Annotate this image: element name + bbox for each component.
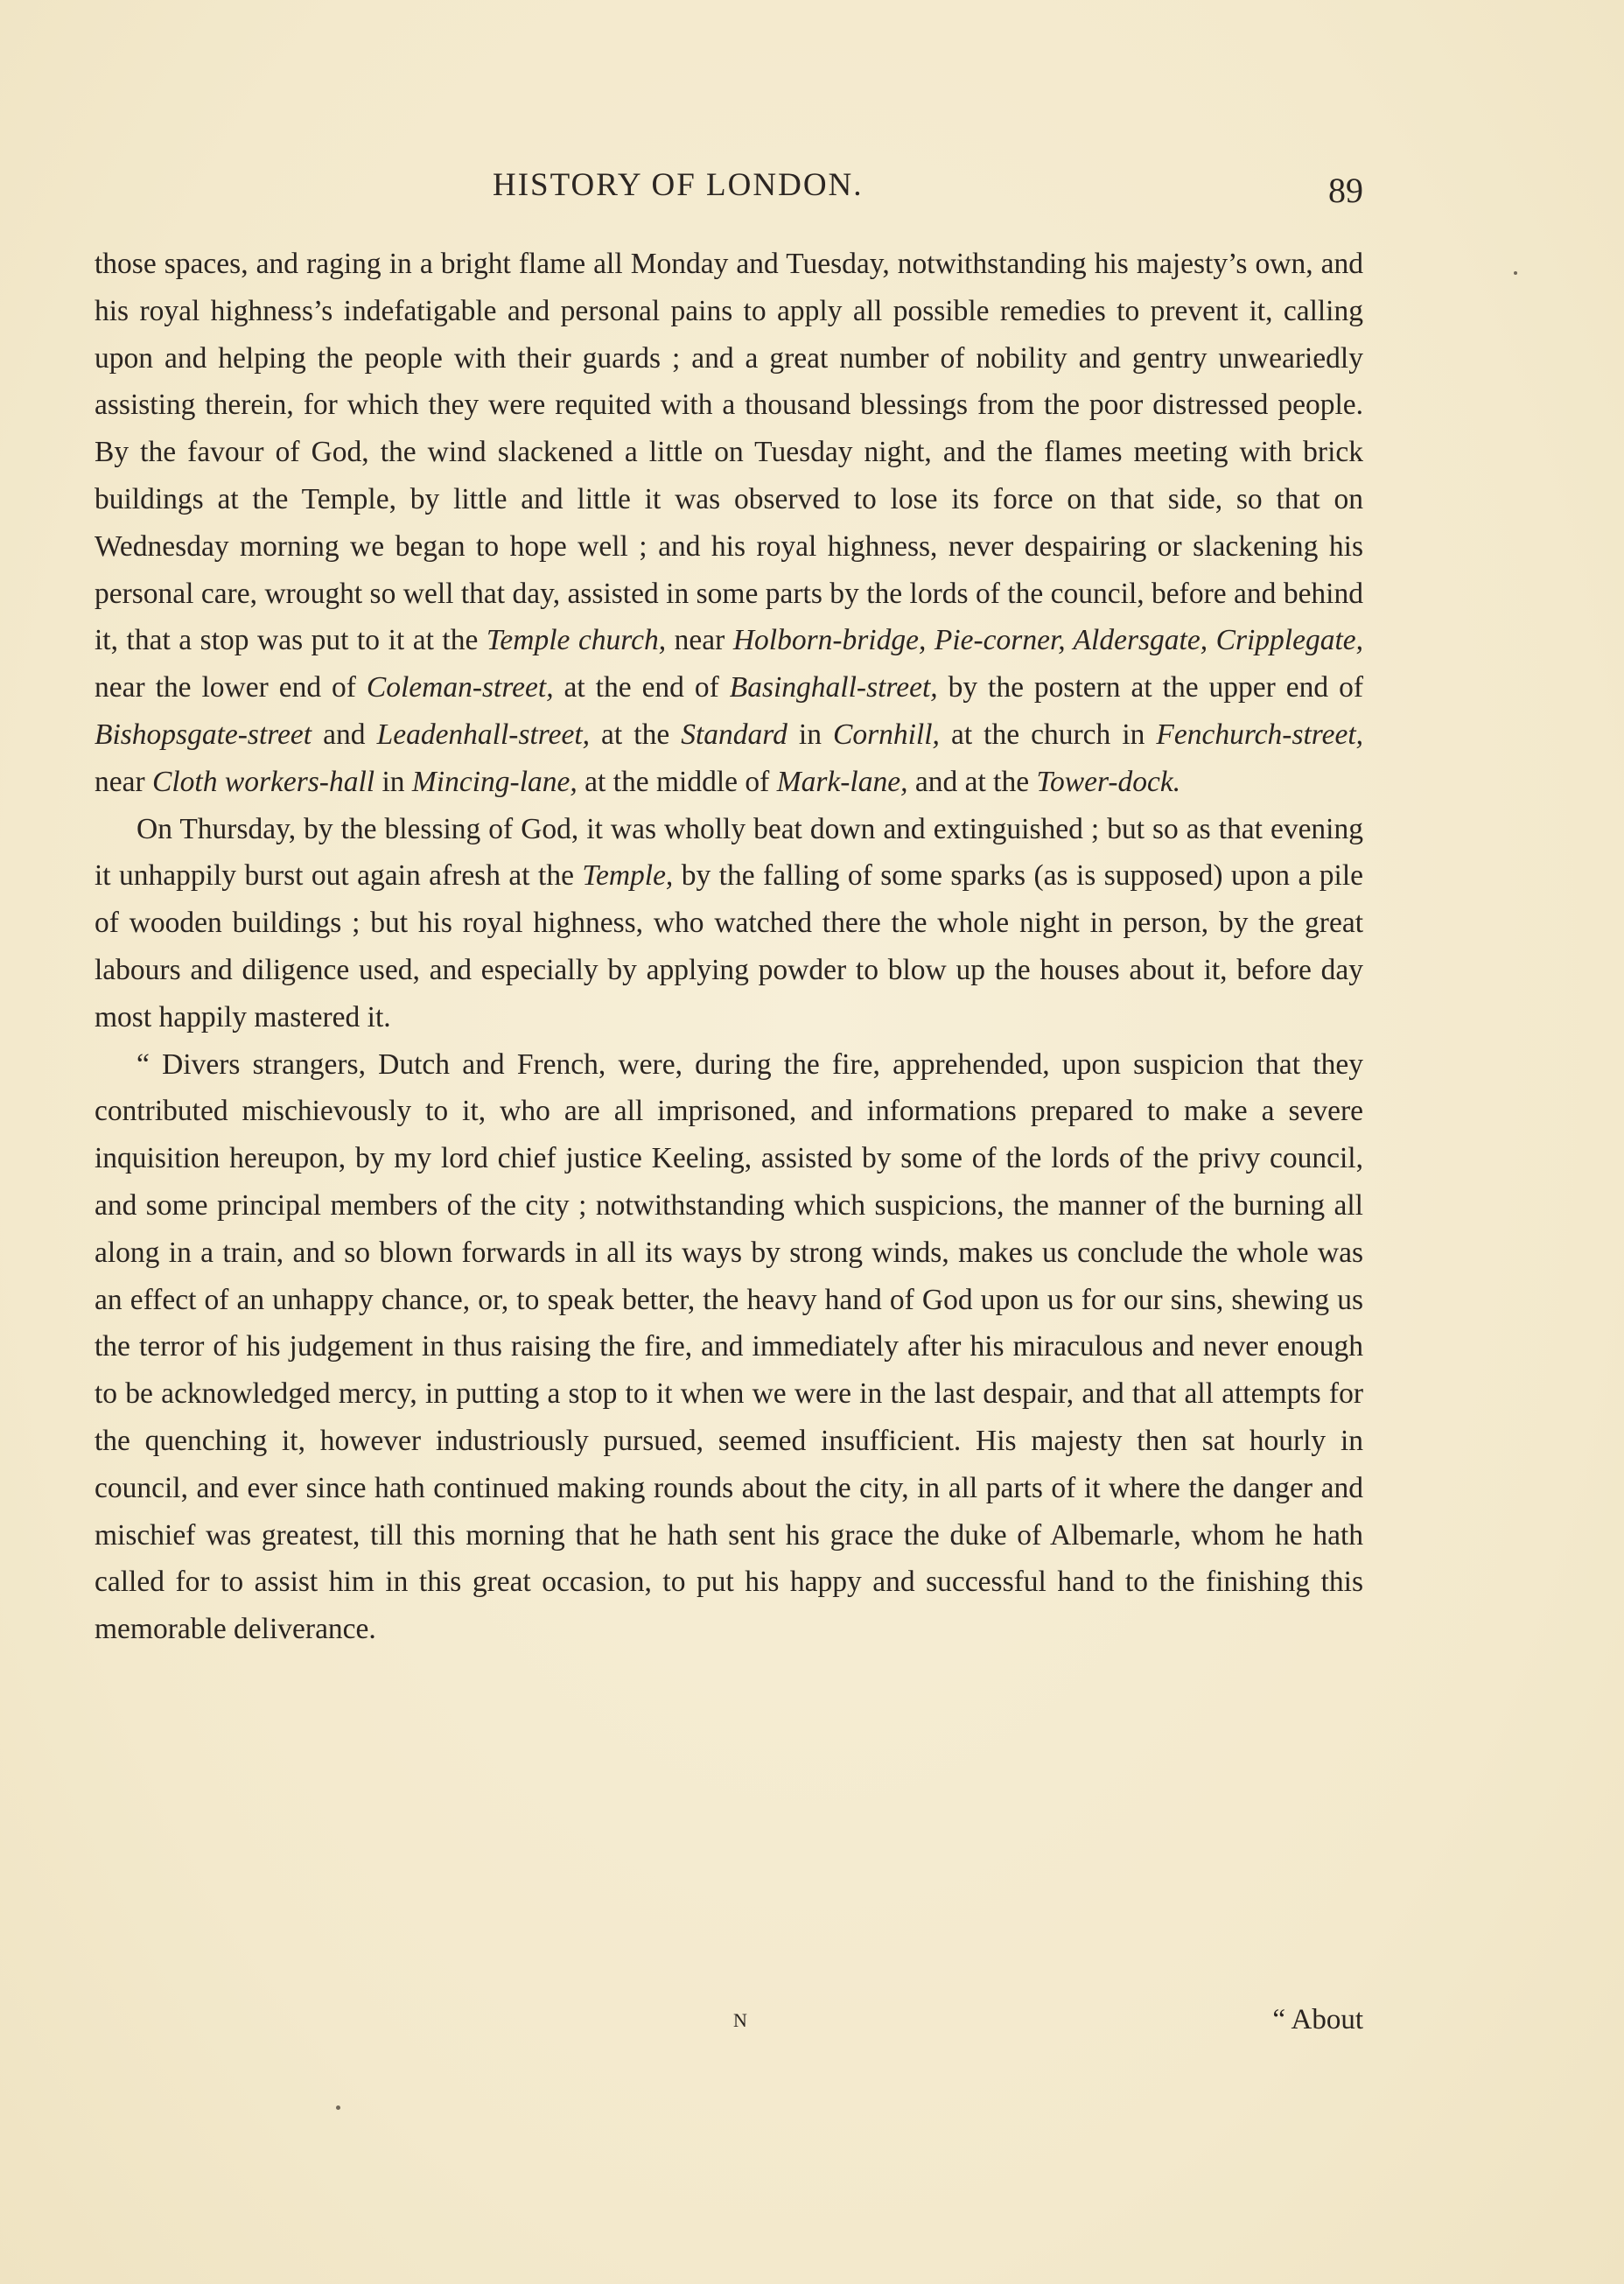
page-number: 89 — [1328, 171, 1363, 210]
text-run: near the lower end of — [94, 671, 367, 704]
paragraph — [94, 241, 1363, 806]
text-run: and at the — [907, 765, 1037, 798]
text-run: at the middle of — [577, 765, 777, 798]
text-run: by the postern at the upper end of — [937, 671, 1363, 704]
italic-text: Mark-lane, — [776, 765, 908, 798]
text-run: near — [94, 765, 153, 798]
running-title: HISTORY OF LONDON. — [493, 167, 864, 203]
text-run: in — [374, 765, 412, 798]
italic-text: Coleman-street, — [366, 671, 554, 704]
italic-text: Tower-dock. — [1036, 765, 1181, 798]
text-run: at the church in — [939, 718, 1157, 751]
text-run: “ Divers strangers, Dutch and French, were, during the fire, apprehended, upon suspicion that they contributed mischievously to it, who are all imprisoned, and informations prepared to make a severe inquisition hereupon, by my lord chief justice Keeling, assisted by some of the lords of the privy council, and some principal members of the city ; notwithstanding which suspicions, the manner of the burning all along in a train, and so blown forwards in all its ways by strong winds, makes us conclude the whole was an effect of an unhappy chance, or, to speak better, the heavy hand of God upon us for our sins, shewing us the terror of his judgement in thus raising the fire, and immediately after his miraculous and never enough to be acknowledged mercy, in putting a stop to it when we were in the last despair, and that all attempts for the quenching it, however industriously pursued, seemed insufficient. His majesty then sat hourly in council, and ever since hath continued making rounds about the city, in all parts of it where the danger and mischief was greatest, till this morning that he hath sent his grace the duke of Albemarle, whom he hath called for to assist him in this great occasion, to put his happy and successful hand to the finishing this memorable deliverance. — [94, 1047, 1363, 1646]
paragraph — [94, 1041, 1363, 1653]
text-run: near — [666, 624, 733, 657]
italic-text: Standard — [681, 718, 788, 751]
ink-speck — [336, 2105, 340, 2110]
italic-text: Cloth workers-hall — [152, 765, 375, 798]
italic-text: Holborn-bridge, Pie-corner, Aldersgate, Cripplegate, — [732, 624, 1364, 657]
italic-text: Mincing-lane, — [411, 765, 578, 798]
text-run: by the falling of some sparks (as is supposed) upon a pile of wooden buildings ; but his royal highness, who watched there the whole night in person, by the great labours and diligence used, and especially by applying powder to blow up the houses about it, before day most happily mastered it. — [94, 859, 1364, 1033]
italic-text: Fenchurch-street, — [1156, 718, 1363, 751]
text-run: at the — [590, 718, 682, 751]
italic-text: Leadenhall-street, — [376, 718, 591, 751]
ink-speck — [1514, 271, 1517, 275]
page-footer — [94, 2004, 1363, 2048]
text-run: and — [312, 718, 377, 751]
text-run: at the end of — [553, 671, 730, 704]
italic-text: Temple church, — [486, 624, 667, 657]
catchword: “ About — [1272, 2004, 1363, 2035]
signature-mark: N — [733, 2009, 748, 2031]
running-head — [94, 166, 1363, 219]
text-run: in — [787, 718, 833, 751]
italic-text: Cornhill, — [832, 718, 940, 751]
italic-text: Temple, — [582, 859, 674, 893]
italic-text: Basinghall-street, — [729, 671, 938, 704]
body-text — [94, 241, 1363, 1653]
text-run: On Thursday, by the blessing of God, it was wholly beat down and extinguished ; but so as that evening it unhappily burst out again afresh at the — [94, 812, 1363, 893]
paragraph — [94, 806, 1363, 1041]
italic-text: Bishopsgate-street — [94, 718, 312, 751]
text-run: those spaces, and raging in a bright flame all Monday and Tuesday, notwithstanding his majesty’s own, and his royal highness’s indefatigable and personal pains to apply all possible remedies to prevent it, calling upon and helping the people with their guards ; and a great number of nobility and gentry unweariedly assisting therein, for which they were requited with a thousand blessings from the poor distressed people. By the favour of God, the wind slackened a little on Tuesday night, and the flames meeting with brick buildings at the Temple, by little and little it was observed to lose its force on that side, so that on Wednesday morning we began to hope well ; and his royal highness, never despairing or slackening his personal care, wrought so well that day, assisted in some parts by the lords of the council, before and behind it, that a stop was put to it at the — [94, 248, 1363, 657]
